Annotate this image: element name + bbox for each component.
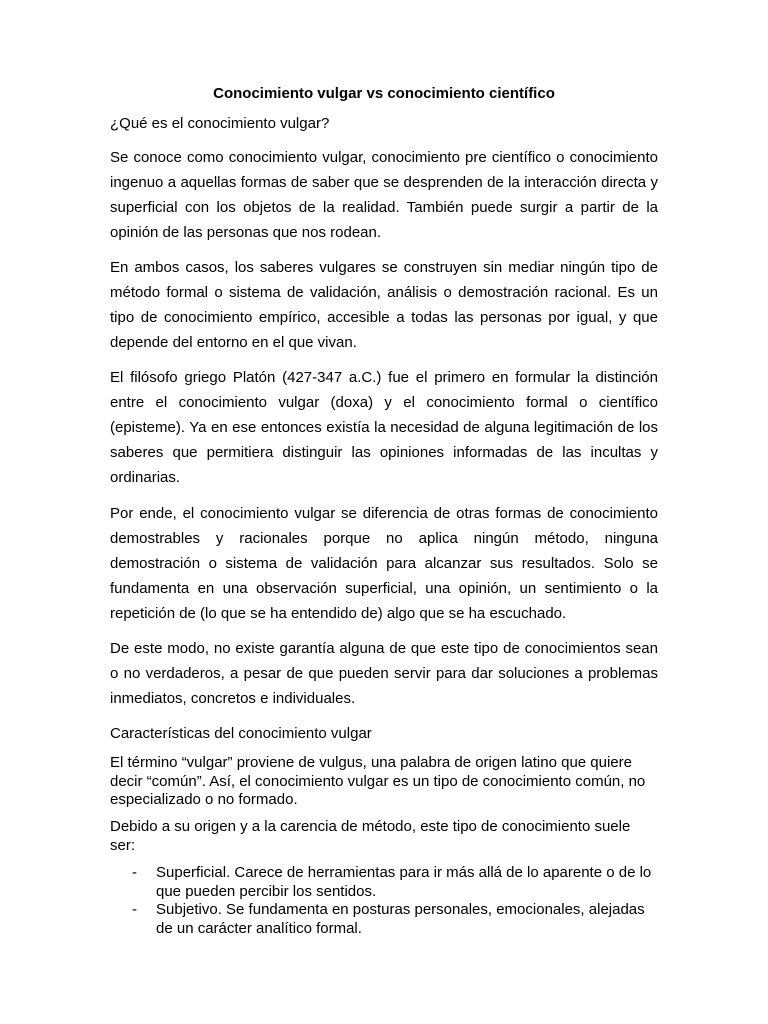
list-item-text: Subjetivo. Se fundamenta en posturas personales, emocionales, alejadas de un carácter analítico formal. [156, 901, 645, 937]
paragraph-1: Se conoce como conocimiento vulgar, conocimiento pre científico o conocimiento ingenuo a aquellas formas de saber que se desprenden de la interacción directa y superficial con los objetos de la realidad. También puede surgir a partir de la opinión de las personas que nos rodean. [110, 149, 658, 241]
section-heading-que-es: ¿Qué es el conocimiento vulgar? [110, 115, 330, 132]
section-heading-caracteristicas: Características del conocimiento vulgar [110, 725, 372, 742]
paragraph-6: El término “vulgar” proviene de vulgus, una palabra de origen latino que quiere decir “común”. Así, el conocimiento vulgar es un tipo de conocimiento común, no especializado o no formado. [110, 754, 646, 808]
bullet-dash: - [132, 864, 137, 881]
list-item-text: Superficial. Carece de herramientas para ir más allá de lo aparente o de lo que pueden percibir los sentidos. [156, 864, 652, 900]
list-item [110, 901, 658, 938]
document-title: Conocimiento vulgar vs conocimiento científico [213, 85, 555, 102]
paragraph-4: Por ende, el conocimiento vulgar se diferencia de otras formas de conocimiento demostrables y racionales porque no aplica ningún método, ninguna demostración o sistema de validación para alcanzar sus resultados. Solo se fundamenta en una observación superficial, una opinión, un sentimiento o la repetición de (lo que se ha entendido de) algo que se ha escuchado. [110, 505, 658, 622]
bullet-dash: - [132, 901, 137, 918]
paragraph-3: El filósofo griego Platón (427-347 a.C.) fue el primero en formular la distinción entre el conocimiento vulgar (doxa) y el conocimiento formal o científico (episteme). Ya en ese entonces existía la necesidad de alguna legitimación de los saberes que permitiera distinguir las opiniones informadas de las incultas y ordinarias. [110, 369, 658, 486]
paragraph-2: En ambos casos, los saberes vulgares se construyen sin mediar ningún tipo de método formal o sistema de validación, análisis o demostración racional. Es un tipo de conocimiento empírico, accesible a todas las personas por igual, y que depende del entorno en el que vivan. [110, 259, 658, 351]
characteristics-list [110, 864, 658, 938]
paragraph-7: Debido a su origen y a la carencia de método, este tipo de conocimiento suele ser: [110, 818, 631, 854]
list-item [110, 864, 658, 901]
paragraph-5: De este modo, no existe garantía alguna de que este tipo de conocimientos sean o no verdaderos, a pesar de que pueden servir para dar soluciones a problemas inmediatos, concretos e individuales. [110, 640, 658, 707]
